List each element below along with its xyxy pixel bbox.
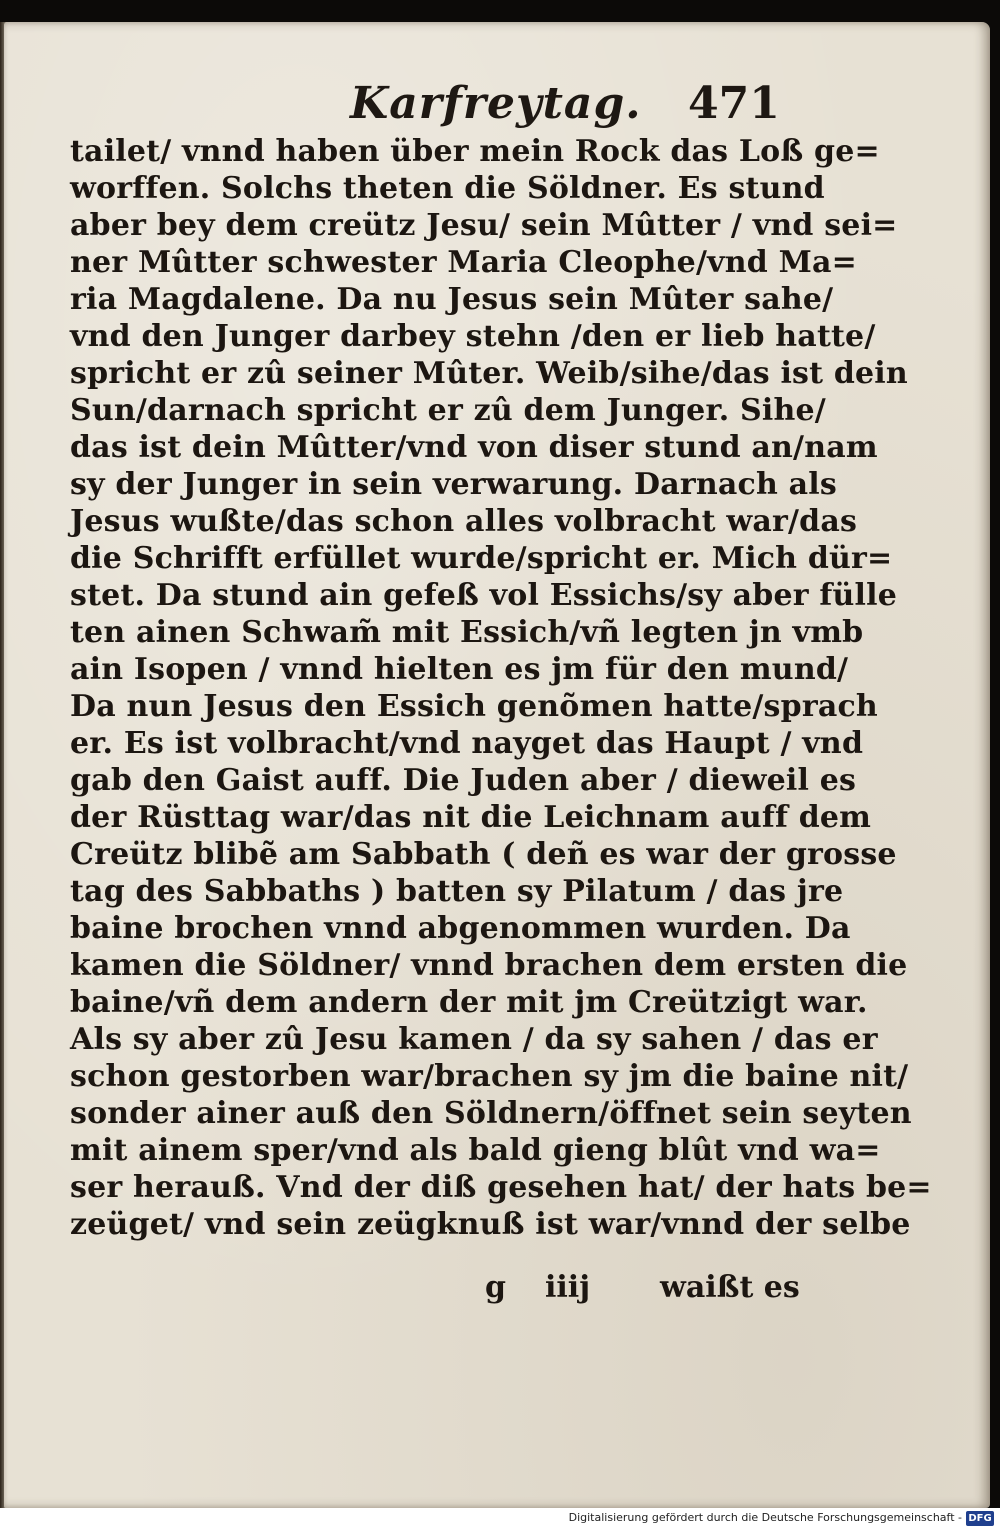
text-line: ten ainen Schwam̃ mit Essich/vñ legten jn vmb — [70, 615, 864, 650]
text-line: tag des Sabbaths ) batten sy Pilatum / das jre — [70, 874, 844, 909]
catchword: waißt es — [660, 1270, 800, 1305]
text-line: die Schrifft erfüllet wurde/spricht er. Mich dür= — [70, 541, 893, 576]
text-line: ain Isopen / vnnd hielten es jm für den mund/ — [70, 652, 849, 687]
signature-mark: g — [485, 1270, 506, 1305]
text-line: sonder ainer auß den Söldnern/öffnet sein seyten — [70, 1096, 912, 1131]
signature-number: iiij — [545, 1270, 591, 1305]
text-line: sy der Junger in sein verwarung. Darnach als — [70, 467, 837, 502]
text-line: er. Es ist volbracht/vnd nayget das Haupt / vnd — [70, 726, 864, 761]
dfg-logo-icon: DFG — [966, 1511, 994, 1526]
text-line: Als sy aber zû Jesu kamen / da sy sahen / das er — [70, 1022, 878, 1057]
page-header — [0, 78, 1000, 138]
digitization-footer — [0, 1508, 1000, 1530]
text-line: kamen die Söldner/ vnnd brachen dem ersten die — [70, 948, 908, 983]
body-text — [70, 133, 932, 1243]
text-line: mit ainem sper/vnd als bald gieng blût vnd wa= — [70, 1133, 881, 1168]
running-title: Karfreytag. — [350, 78, 642, 129]
text-line: ser herauß. Vnd der diß gesehen hat/ der hats be= — [70, 1170, 932, 1205]
page-number: 471 — [688, 78, 780, 129]
text-line: gab den Gaist auff. Die Juden aber / dieweil es — [70, 763, 857, 798]
text-line: der Rüsttag war/das nit die Leichnam auff dem — [70, 800, 872, 835]
text-line: ria Magdalene. Da nu Jesus sein Mûter sahe/ — [70, 282, 834, 317]
text-line: Sun/darnach spricht er zû dem Junger. Sihe/ — [70, 393, 826, 428]
text-line: tailet/ vnnd haben über mein Rock das Loß ge= — [70, 134, 880, 169]
text-line: aber bey dem creütz Jesu/ sein Mûtter / vnd sei= — [70, 208, 898, 243]
text-line: zeüget/ vnd sein zeügknuß ist war/vnnd der selbe — [70, 1207, 911, 1242]
text-line: baine brochen vnnd abgenommen wurden. Da — [70, 911, 851, 946]
catchline — [0, 1270, 1000, 1310]
text-line: Jesus wußte/das schon alles volbracht war/das — [70, 504, 858, 539]
text-line: schon gestorben war/brachen sy jm die baine nit/ — [70, 1059, 909, 1094]
text-line: vnd den Junger darbey stehn /den er lieb hatte/ — [70, 319, 876, 354]
text-line: ner Mûtter schwester Maria Cleophe/vnd Ma= — [70, 245, 857, 280]
text-line: Da nun Jesus den Essich genõmen hatte/sprach — [70, 689, 878, 724]
text-line: das ist dein Mûtter/vnd von diser stund an/nam — [70, 430, 878, 465]
text-line: Creütz blibẽ am Sabbath ( deñ es war der grosse — [70, 837, 897, 872]
text-line: stet. Da stund ain gefeß vol Essichs/sy aber fülle — [70, 578, 898, 613]
text-line: spricht er zû seiner Mûter. Weib/sihe/das ist dein — [70, 356, 908, 391]
text-line: worffen. Solchs theten die Söldner. Es stund — [70, 171, 825, 206]
dfg-credit: Digitalisierung gefördert durch die Deutsche Forschungsgemeinschaft - — [568, 1511, 962, 1524]
text-line: baine/vñ dem andern der mit jm Creützigt war. — [70, 985, 868, 1020]
